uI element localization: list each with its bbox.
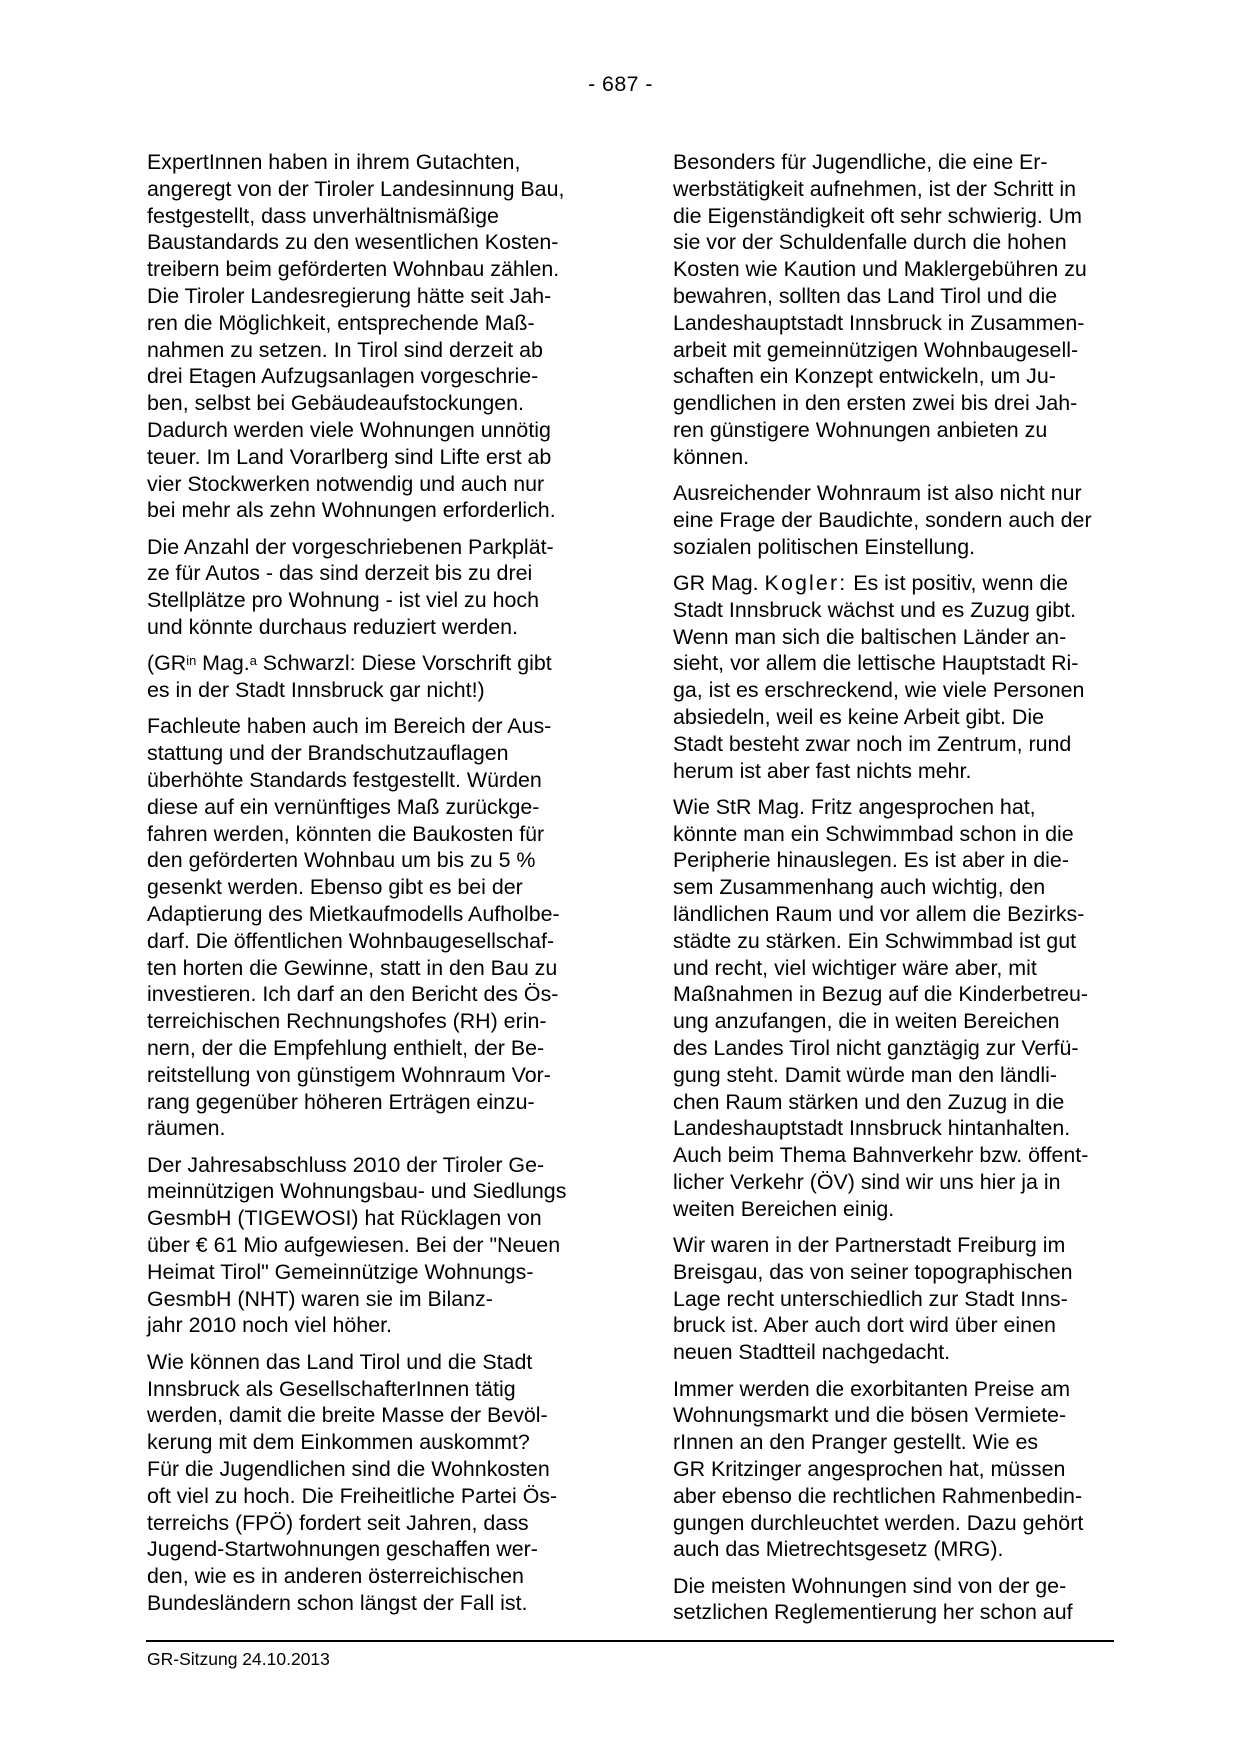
paragraph: Wie StR Mag. Fritz angesprochen hat, könnte man ein Schwimmbad schon in die Peripherie hinauslegen. Es ist aber in die- sem Zusammenhang auch wichtig, den ländlichen Raum und vor allem die Bezirks- städte zu stärken. Ein Schwimmbad ist gut und recht, viel wichtiger wäre aber, mit Maßnahmen in Bezug auf die Kinderbetreu- ung anzufangen, die in weiten Bereichen des Landes Tirol nicht ganztägig zur Verfü- gung steht. Damit würde man den ländli- chen Raum stärken und den Zuzug in die Landeshauptstadt Innsbruck hintanhalten. Auch beim Thema Bahnverkehr bzw. öffent- licher Verkehr (ÖV) sind wir uns hier ja in weiten Bereichen einig. bbox=[673, 794, 1089, 1221]
paragraph: Fachleute haben auch im Bereich der Aus- stattung und der Brandschutzauflagen überhöhte Standards festgestellt. Würden diese auf ein vernünftiges Maß zurückge- fahren werden, könnten die Baukosten für den geförderten Wohnbau um bis zu 5 % gesenkt werden. Ebenso gibt es bei der Adaptierung des Mietkaufmodells Aufholbe- darf. Die öffentlichen Wohnbaugesellschaf- ten horten die Gewinne, statt in den Bau zu investieren. Ich darf an den Bericht des Ös- terreichischen Rechnungshofes (RH) erin- nern, der die Empfehlung enthielt, der Be- reitstellung von günstigem Wohnraum Vor- rang gegenüber höheren Erträgen einzu- räumen. bbox=[147, 714, 560, 1141]
footer-divider bbox=[146, 1640, 1114, 1642]
paragraph: GR Mag. Kogler: Es ist positiv, wenn die Stadt Innsbruck wächst und es Zuzug gibt. Wenn man sich die baltischen Länder an- sieht, vor allem die lettische Hauptstadt Ri- ga, ist es erschreckend, wie viele Personen absiedeln, weil es keine Arbeit gibt. Die Stadt besteht zwar noch im Zentrum, rund herum ist aber fast nichts mehr. bbox=[673, 570, 1085, 783]
paragraph: ExpertInnen haben in ihrem Gutachten, angeregt von der Tiroler Landesinnung Bau, festgestellt, dass unverhältnismäßige Baustandards zu den wesentlichen Kosten- treibern beim geförderten Wohnbau zählen. Die Tiroler Landesregierung hätte seit Jah- ren die Möglichkeit, entsprechende Maß- nahmen zu setzen. In Tirol sind derzeit ab drei Etagen Aufzugsanlagen vorgeschrie- ben, selbst bei Gebäudeaufstockungen. Dadurch werden viele Wohnungen unnötig teuer. Im Land Vorarlberg sind Lifte erst ab vier Stockwerken notwendig und auch nur bei mehr als zehn Wohnungen erforderlich. bbox=[147, 150, 565, 523]
text-column-right bbox=[673, 149, 1178, 1636]
footer-text: GR-Sitzung 24.10.2013 bbox=[147, 1649, 330, 1669]
paragraph: Wie können das Land Tirol und die Stadt Innsbruck als GesellschafterInnen tätig werden, damit die breite Masse der Bevöl- kerung mit dem Einkommen auskommt? Für die Jugendlichen sind die Wohnkosten oft viel zu hoch. Die Freiheitliche Partei Ös- terreichs (FPÖ) fordert seit Jahren, dass Jugend-Startwohnungen geschaffen wer- den, wie es in anderen österreichischen Bundesländern schon längst der Fall ist. bbox=[147, 1349, 558, 1615]
paragraph: Besonders für Jugendliche, die eine Er- werbstätigkeit aufnehmen, ist der Schritt in die Eigenständigkeit oft sehr schwierig. Um sie vor der Schuldenfalle durch die hohen Kosten wie Kaution und Maklergebühren zu bewahren, sollten das Land Tirol und die Landeshauptstadt Innsbruck in Zusammen- arbeit mit gemeinnützigen Wohnbaugesell- schaften ein Konzept entwickeln, um Ju- gendlichen in den ersten zwei bis drei Jah- ren günstigere Wohnungen anbieten zu können. bbox=[673, 150, 1087, 469]
page-number: - 687 - bbox=[588, 72, 653, 96]
paragraph: Der Jahresabschluss 2010 der Tiroler Ge- meinnützigen Wohnungsbau- und Siedlungs GesmbH (TIGEWOSI) hat Rücklagen von über € 61 Mio aufgewiesen. Bei der "Neuen Heimat Tirol" Gemeinnützige Wohnungs- GesmbH (NHT) waren sie im Bilanz- jahr 2010 noch viel höher. bbox=[147, 1152, 567, 1338]
paragraph: Die Anzahl der vorgeschriebenen Parkplät- ze für Autos - das sind derzeit bis zu drei Stellplätze pro Wohnung - ist viel zu hoch und könnte durchaus reduziert werden. bbox=[147, 534, 554, 640]
paragraph: ($GR^{in}$ Mag.$^a$ Schwarzl: Diese Vorschrift gibt es in der Stadt Innsbruck gar nicht!) bbox=[147, 651, 552, 703]
paragraph: Ausreichender Wohnraum ist also nicht nur eine Frage der Baudichte, sondern auch der sozialen politischen Einstellung. bbox=[673, 481, 1092, 559]
paragraph: Wir waren in der Partnerstadt Freiburg im Breisgau, das von seiner topographischen Lage recht unterschiedlich zur Stadt Inns- bruck ist. Aber auch dort wird über einen neuen Stadtteil nachgedacht. bbox=[673, 1233, 1073, 1365]
superscript-text: a bbox=[249, 652, 257, 668]
paragraph: Die meisten Wohnungen sind von der ge- setzlichen Reglementierung her schon auf bbox=[673, 1573, 1073, 1625]
paragraph: Immer werden die exorbitanten Preise am Wohnungsmarkt und die bösen Vermiete- rInnen an den Pranger gestellt. Wie es GR Kritzinger angesprochen hat, müssen aber ebenso die rechtlichen Rahmenbedin- gungen durchleuchtet werden. Dazu gehört auch das Mietrechtsgesetz (MRG). bbox=[673, 1376, 1084, 1562]
superscript-text: in bbox=[186, 652, 197, 668]
speaker-name: Kogler: bbox=[764, 570, 848, 595]
text-column-left bbox=[147, 149, 652, 1626]
